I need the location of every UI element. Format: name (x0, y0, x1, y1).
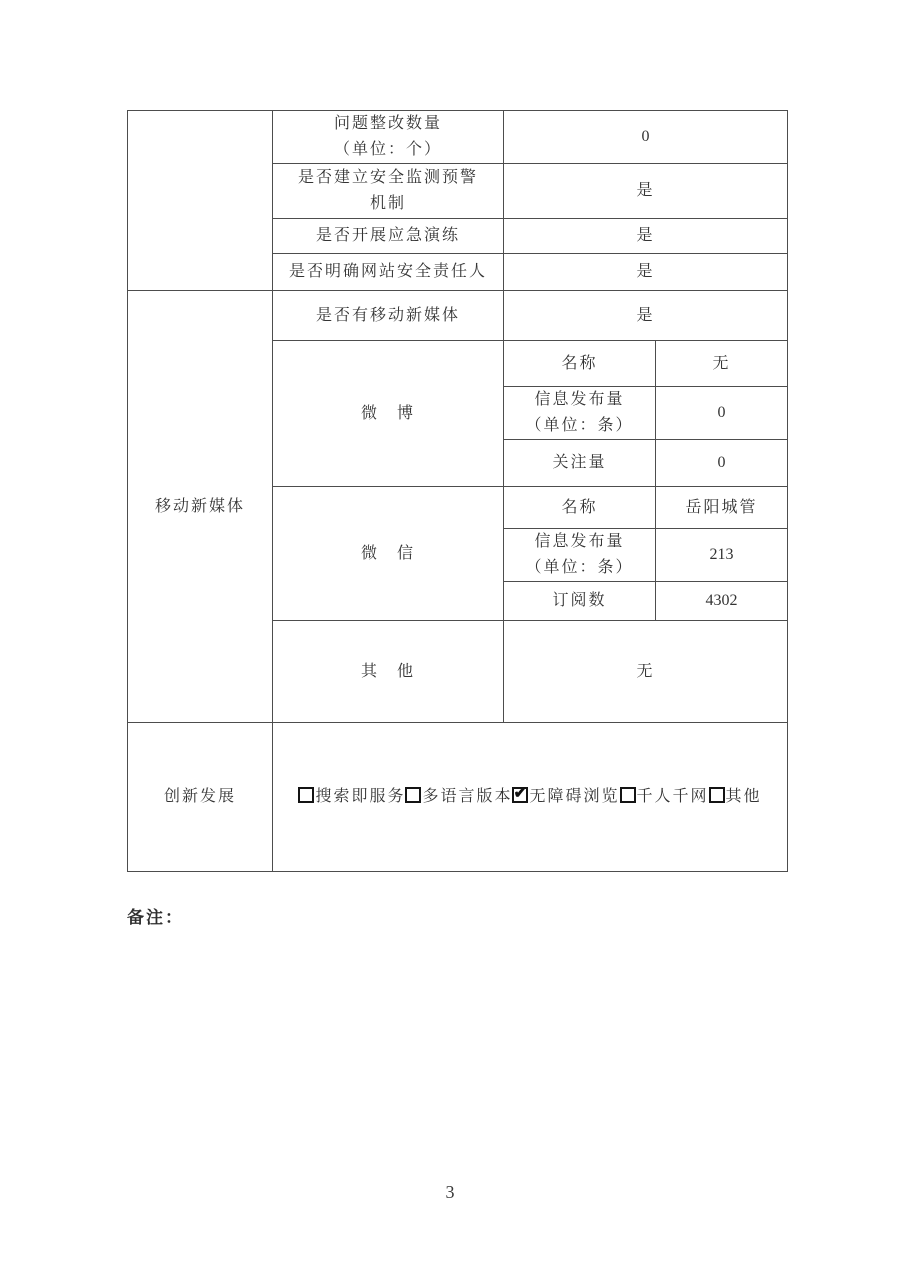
subquestion-cell: 名称 (504, 341, 656, 387)
value-cell: 0 (656, 387, 788, 440)
option-qianren-qianwang (620, 784, 709, 810)
row-has-new-media (128, 291, 788, 341)
value-cell: 是 (504, 254, 788, 291)
category-cell-mobile-new-media (128, 291, 273, 723)
subcategory-cell-wechat: 微 信 (273, 487, 504, 621)
value-cell: 是 (504, 164, 788, 219)
subquestion-cell (504, 529, 656, 582)
value-cell: 无 (504, 621, 788, 723)
subcategory-cell-weibo: 微 博 (273, 341, 504, 487)
checkbox-icon[interactable] (620, 787, 636, 803)
row-issue-rectification (128, 111, 788, 164)
category-cell-innovation (128, 723, 273, 872)
question-label: 是否有移动新媒体 (315, 306, 460, 324)
option-other (709, 784, 762, 810)
page-number: 3 (445, 1182, 455, 1202)
subquestion-cell: 名称 (504, 487, 656, 529)
question-label: 是否明确网站安全责任人 (288, 263, 487, 280)
checkbox-icon[interactable] (709, 787, 725, 803)
checkbox-icon[interactable] (405, 787, 421, 803)
value-cell: 是 (504, 291, 788, 341)
category-label: 创新发展 (163, 788, 236, 805)
question-cell (273, 254, 504, 291)
option-multilingual (405, 784, 512, 810)
value-cell: 0 (504, 111, 788, 164)
question-cell (273, 219, 504, 254)
question-label: 是否建立安全监测预警 (297, 169, 478, 186)
innovation-options-cell (273, 723, 788, 872)
category-cell-empty (128, 111, 273, 291)
checkbox-icon[interactable] (298, 787, 314, 803)
row-innovation (128, 723, 788, 872)
option-label: 搜索即服务 (315, 788, 406, 805)
question-cell (273, 164, 504, 219)
value-cell: 岳阳城管 (656, 487, 788, 529)
option-label: 多语言版本 (422, 788, 513, 805)
value-cell: 4302 (656, 582, 788, 621)
value-cell: 0 (656, 440, 788, 487)
subquestion-cell: 订阅数 (504, 582, 656, 621)
notes-label: 备注： (127, 908, 184, 927)
value-cell: 213 (656, 529, 788, 582)
question-label-line2: 机制 (369, 195, 406, 212)
subquestion-cell (504, 387, 656, 440)
option-label: 千人千网 (636, 788, 709, 805)
value-cell: 无 (656, 341, 788, 387)
question-label: 是否开展应急演练 (315, 227, 460, 244)
subquestion-label-unit: （单位：条） (525, 417, 634, 434)
question-label-unit: （单位：个） (333, 141, 442, 158)
option-label: 其他 (725, 788, 762, 805)
category-label: 移动新媒体 (154, 497, 245, 515)
subquestion-label: 信息发布量 (534, 533, 625, 550)
checkbox-icon[interactable] (512, 787, 528, 803)
question-cell (273, 111, 504, 164)
value-cell: 是 (504, 219, 788, 254)
subquestion-label-unit: （单位：条） (525, 559, 634, 576)
question-label: 问题整改数量 (333, 115, 442, 132)
subcategory-cell-other: 其 他 (273, 621, 504, 723)
subquestion-label: 信息发布量 (534, 391, 625, 408)
option-label: 无障碍浏览 (529, 788, 620, 805)
report-table (127, 110, 788, 872)
option-search-as-service (298, 784, 405, 810)
subquestion-cell: 关注量 (504, 440, 656, 487)
option-accessibility (512, 784, 619, 810)
question-cell (273, 291, 504, 341)
